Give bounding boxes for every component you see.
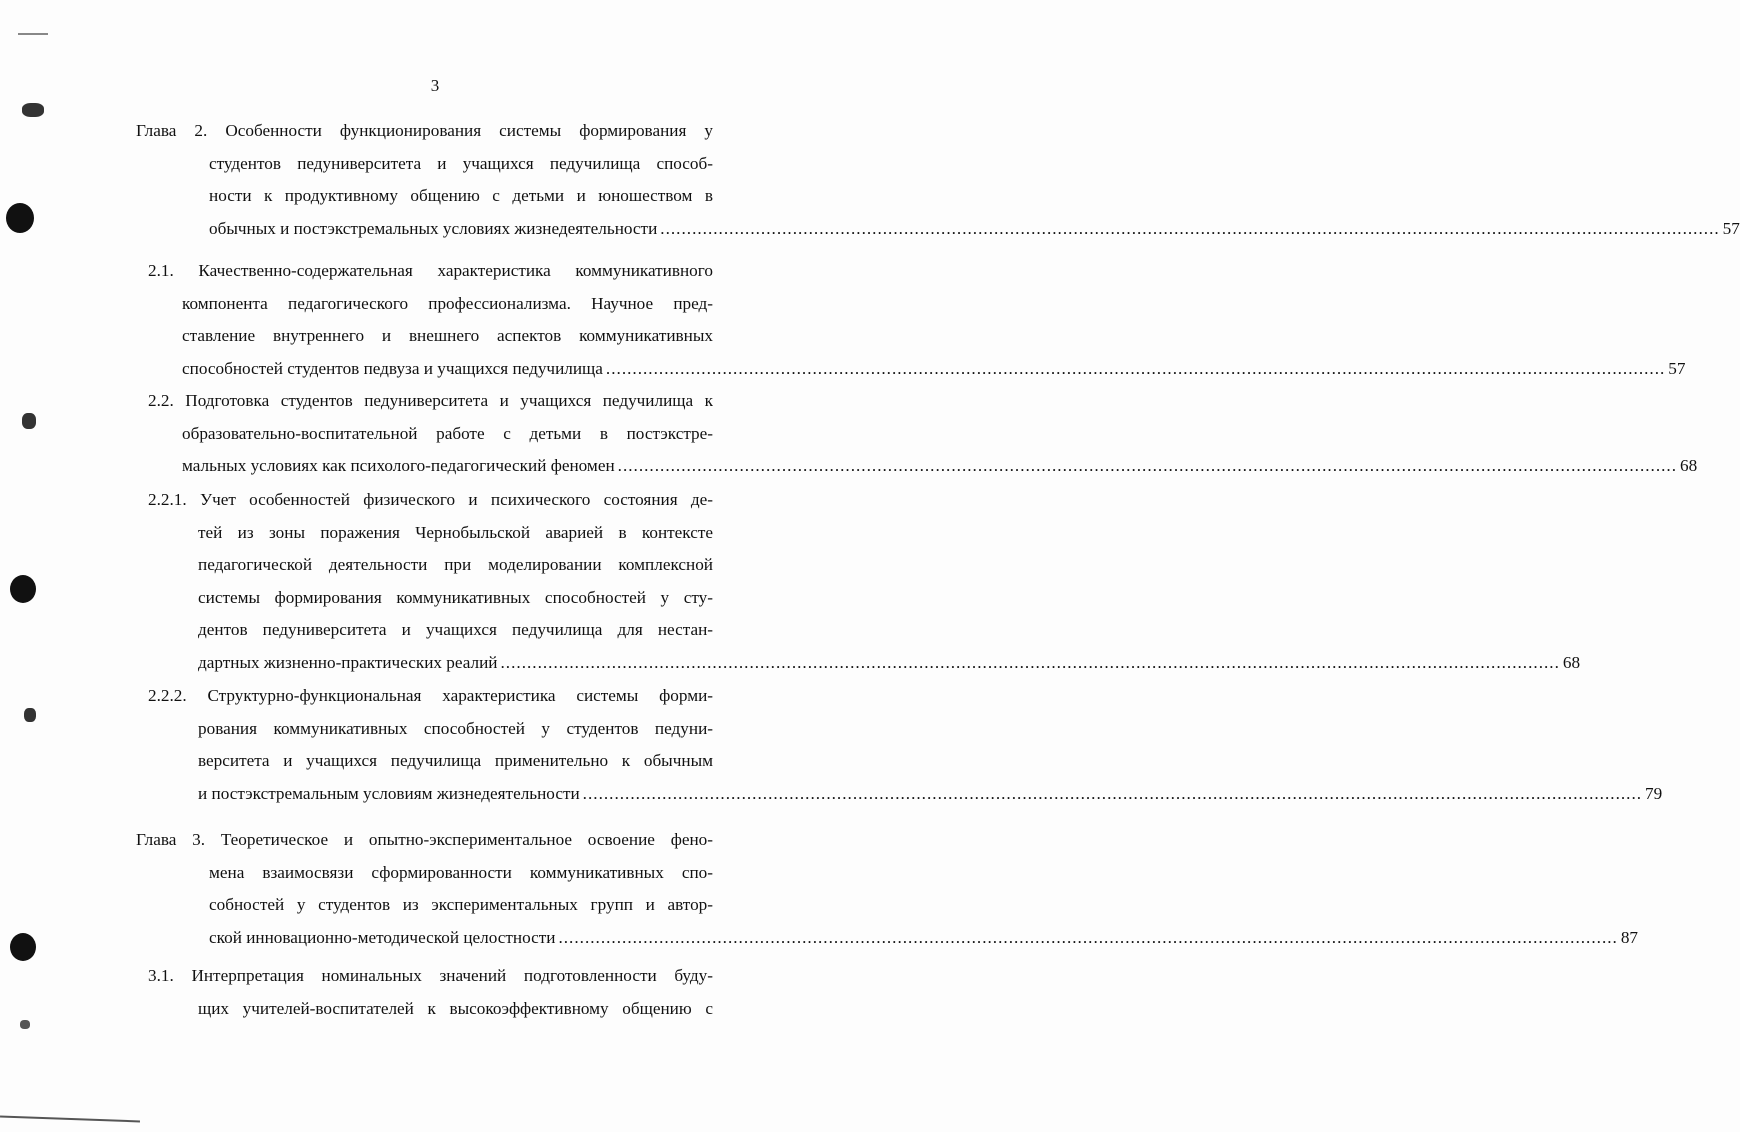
toc-entry-title: дартных жизненно-практических реалий bbox=[198, 653, 498, 672]
toc-entry-title: мальных условиях как психолого-педагогический феномен bbox=[182, 456, 615, 476]
punch-hole-mark bbox=[6, 203, 34, 233]
toc-line bbox=[209, 218, 1740, 238]
toc-line: системы формирования коммуникативных способностей у сту- bbox=[198, 587, 713, 607]
toc-line: собностей у студентов из экспериментальных групп и автор- bbox=[209, 895, 713, 915]
toc-entry-title: способностей студентов педвуза и учащихся педучилища bbox=[182, 358, 603, 378]
toc-line bbox=[198, 783, 1663, 803]
toc-line: образовательно-воспитательной работе с детьми в постэкстре- bbox=[182, 423, 713, 443]
scan-speck bbox=[0, 1116, 140, 1123]
toc-line: Глава 3. Теоретическое и опытно-экспериментальное освоение фено- bbox=[136, 830, 713, 849]
toc-line bbox=[209, 927, 1639, 947]
punch-hole-mark bbox=[10, 575, 36, 603]
toc-line: 2.2.1. Учет особенностей физического и психического состояния де- bbox=[148, 490, 713, 509]
toc-page-number: 87 bbox=[1620, 927, 1639, 947]
toc-line bbox=[182, 358, 1686, 378]
toc-line: мена взаимосвязи сформированности коммуникативных спо- bbox=[209, 862, 713, 882]
toc-entry-title: ской инновационно-методической целостности bbox=[209, 927, 556, 947]
toc-line bbox=[182, 456, 1698, 476]
toc-line: ставление внутреннего и внешнего аспектов коммуникативных bbox=[182, 326, 713, 346]
toc-page-number: 68 bbox=[1680, 456, 1698, 476]
toc-line: компонента педагогического профессионализма. Научное пред- bbox=[182, 293, 713, 313]
toc-line: рования коммуникативных способностей у студентов педуни- bbox=[198, 718, 713, 738]
toc-line: тей из зоны поражения Чернобыльской аварией в контексте bbox=[198, 522, 713, 542]
punch-hole-mark bbox=[10, 933, 36, 961]
toc-line: дентов педуниверситета и учащихся педучилища для нестан- bbox=[198, 620, 713, 640]
toc-line: щих учителей-воспитателей к высокоэффективному общению с bbox=[198, 998, 713, 1018]
toc-entry-title: обычных и постэкстремальных условиях жизнедеятельности bbox=[209, 218, 658, 238]
toc-page-number: 57 bbox=[1722, 218, 1740, 238]
toc-page-number: 68 bbox=[1562, 653, 1581, 672]
toc-line: 2.2. Подготовка студентов педуниверситета и учащихся педучилища к bbox=[148, 391, 713, 410]
toc-line: 2.1. Качественно-содержательная характеристика коммуникативного bbox=[148, 261, 713, 280]
dot-leader: ........................................................................................................................................................................................................ bbox=[582, 783, 1643, 803]
scan-speck bbox=[22, 413, 36, 429]
toc-line: 2.2.2. Структурно-функциональная характеристика системы форми- bbox=[148, 686, 713, 705]
toc-line: педагогической деятельности при моделировании комплексной bbox=[198, 555, 713, 575]
toc-line: верситета и учащихся педучилища применительно к обычным bbox=[198, 751, 713, 771]
scan-speck bbox=[18, 33, 48, 35]
scan-speck bbox=[22, 103, 44, 117]
dot-leader: ........................................................................................................................................................................................................ bbox=[605, 358, 1666, 378]
toc-page-number: 57 bbox=[1668, 358, 1686, 378]
toc-entry-title: и постэкстремальным условиям жизнедеятельности bbox=[198, 783, 580, 803]
toc-line bbox=[198, 653, 1581, 672]
scan-speck bbox=[24, 708, 36, 722]
toc-line: ности к продуктивному общению с детьми и юношеством в bbox=[209, 186, 713, 206]
scan-speck bbox=[20, 1020, 30, 1029]
page-number: 3 bbox=[430, 76, 440, 95]
toc-line: Глава 2. Особенности функционирования системы формирования у bbox=[136, 121, 713, 140]
dot-leader: ........................................................................................................................................................................................................ bbox=[558, 927, 1618, 947]
dot-leader: ........................................................................................................................................................................................................ bbox=[617, 456, 1678, 476]
toc-page-number: 79 bbox=[1645, 783, 1663, 803]
toc-line: 3.1. Интерпретация номинальных значений подготовленности буду- bbox=[148, 966, 713, 985]
dot-leader: ........................................................................................................................................................................................................ bbox=[660, 218, 1720, 238]
toc-line: студентов педуниверситета и учащихся педучилища способ- bbox=[209, 153, 713, 173]
dot-leader: ........................................................................................................................................................................................................ bbox=[500, 653, 1560, 672]
